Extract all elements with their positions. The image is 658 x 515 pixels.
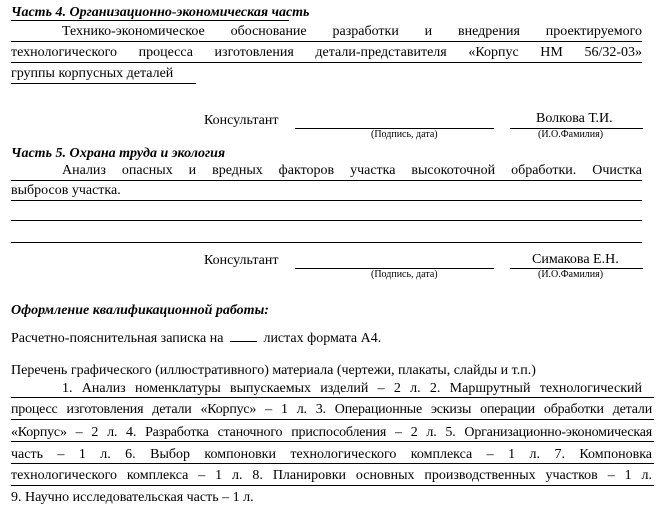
part5-consultant-name: Симакова Е.Н. [532, 252, 619, 267]
part5-underline-1 [11, 180, 642, 181]
graphics-underline-1 [11, 397, 654, 398]
part4-heading: Часть 4. Организационно-экономическая часть [11, 5, 310, 20]
part5-underline-2 [11, 200, 642, 201]
part4-line-3: группы корпусных деталей [11, 66, 174, 81]
part4-name-caption: (И.О.Фамилия) [538, 129, 604, 140]
part5-line-1: Анализ опасных и вредных факторов участка высокоточной обработки. Очистка [62, 163, 642, 178]
note-suffix: листах формата А4. [263, 331, 382, 346]
graphics-underline-3 [11, 441, 654, 442]
part4-underline-3 [11, 83, 196, 84]
graphics-line-3: «Корпус» – 2 л. 4. Разработка станочного приспособления – 2 л. 5. Организационно-экономическая [11, 425, 652, 440]
note-prefix: Расчетно-пояснительная записка на [11, 331, 224, 346]
part5-line-2: выбросов участка. [11, 183, 121, 198]
part4-heading-underline [11, 20, 289, 21]
graphics-line-4: часть – 1 л. 6. Выбор компоновки технологического комплекса – 1 л. 7. Компоновка [11, 447, 652, 462]
part4-signature-caption: (Подпись, дата) [371, 129, 438, 140]
graphics-line-1: 1. Анализ номенклатуры выпускаемых изделий – 2 л. 2. Маршрутный технологический [62, 381, 642, 396]
part5-heading: Часть 5. Охрана труда и экология [11, 146, 226, 161]
part4-line-1: Технико-экономическое обоснование разработки и внедрения проектируемого [62, 24, 642, 39]
part4-consultant-name: Волкова Т.И. [536, 111, 613, 126]
page-count-blank [230, 331, 257, 342]
part5-blank-line-1 [11, 220, 642, 221]
part5-name-caption: (И.О.Фамилия) [538, 269, 604, 280]
graphics-underline-4 [11, 463, 654, 464]
note-line [11, 331, 381, 347]
part4-underline-1 [11, 41, 642, 42]
graphics-line-6: 9. Научно исследовательская часть – 1 л. [11, 490, 254, 505]
part5-blank-line-2 [11, 242, 642, 243]
part4-underline-2 [11, 62, 642, 63]
graphics-underline-5 [11, 485, 654, 486]
graphics-line-2: процесс изготовления детали «Корпус» – 1 л. 3. Операционные эскизы операции обработки детали [11, 402, 652, 417]
part4-consultant-label: Консультант [204, 113, 279, 128]
graphics-underline-2 [11, 419, 654, 420]
graphics-line-5: технологического комплекса – 1 л. 8. Планировки основных производственных участков – 1 л. [11, 468, 652, 483]
part5-signature-caption: (Подпись, дата) [371, 269, 438, 280]
graphics-title: Перечень графического (иллюстративного) материала (чертежи, плакаты, слайды и т.п.) [11, 363, 536, 378]
part5-consultant-label: Консультант [204, 253, 279, 268]
part4-line-2: технологического процесса изготовления детали-представителя «Корпус НМ 56/32-03» [11, 45, 642, 60]
design-heading: Оформление квалификационной работы: [11, 303, 269, 318]
